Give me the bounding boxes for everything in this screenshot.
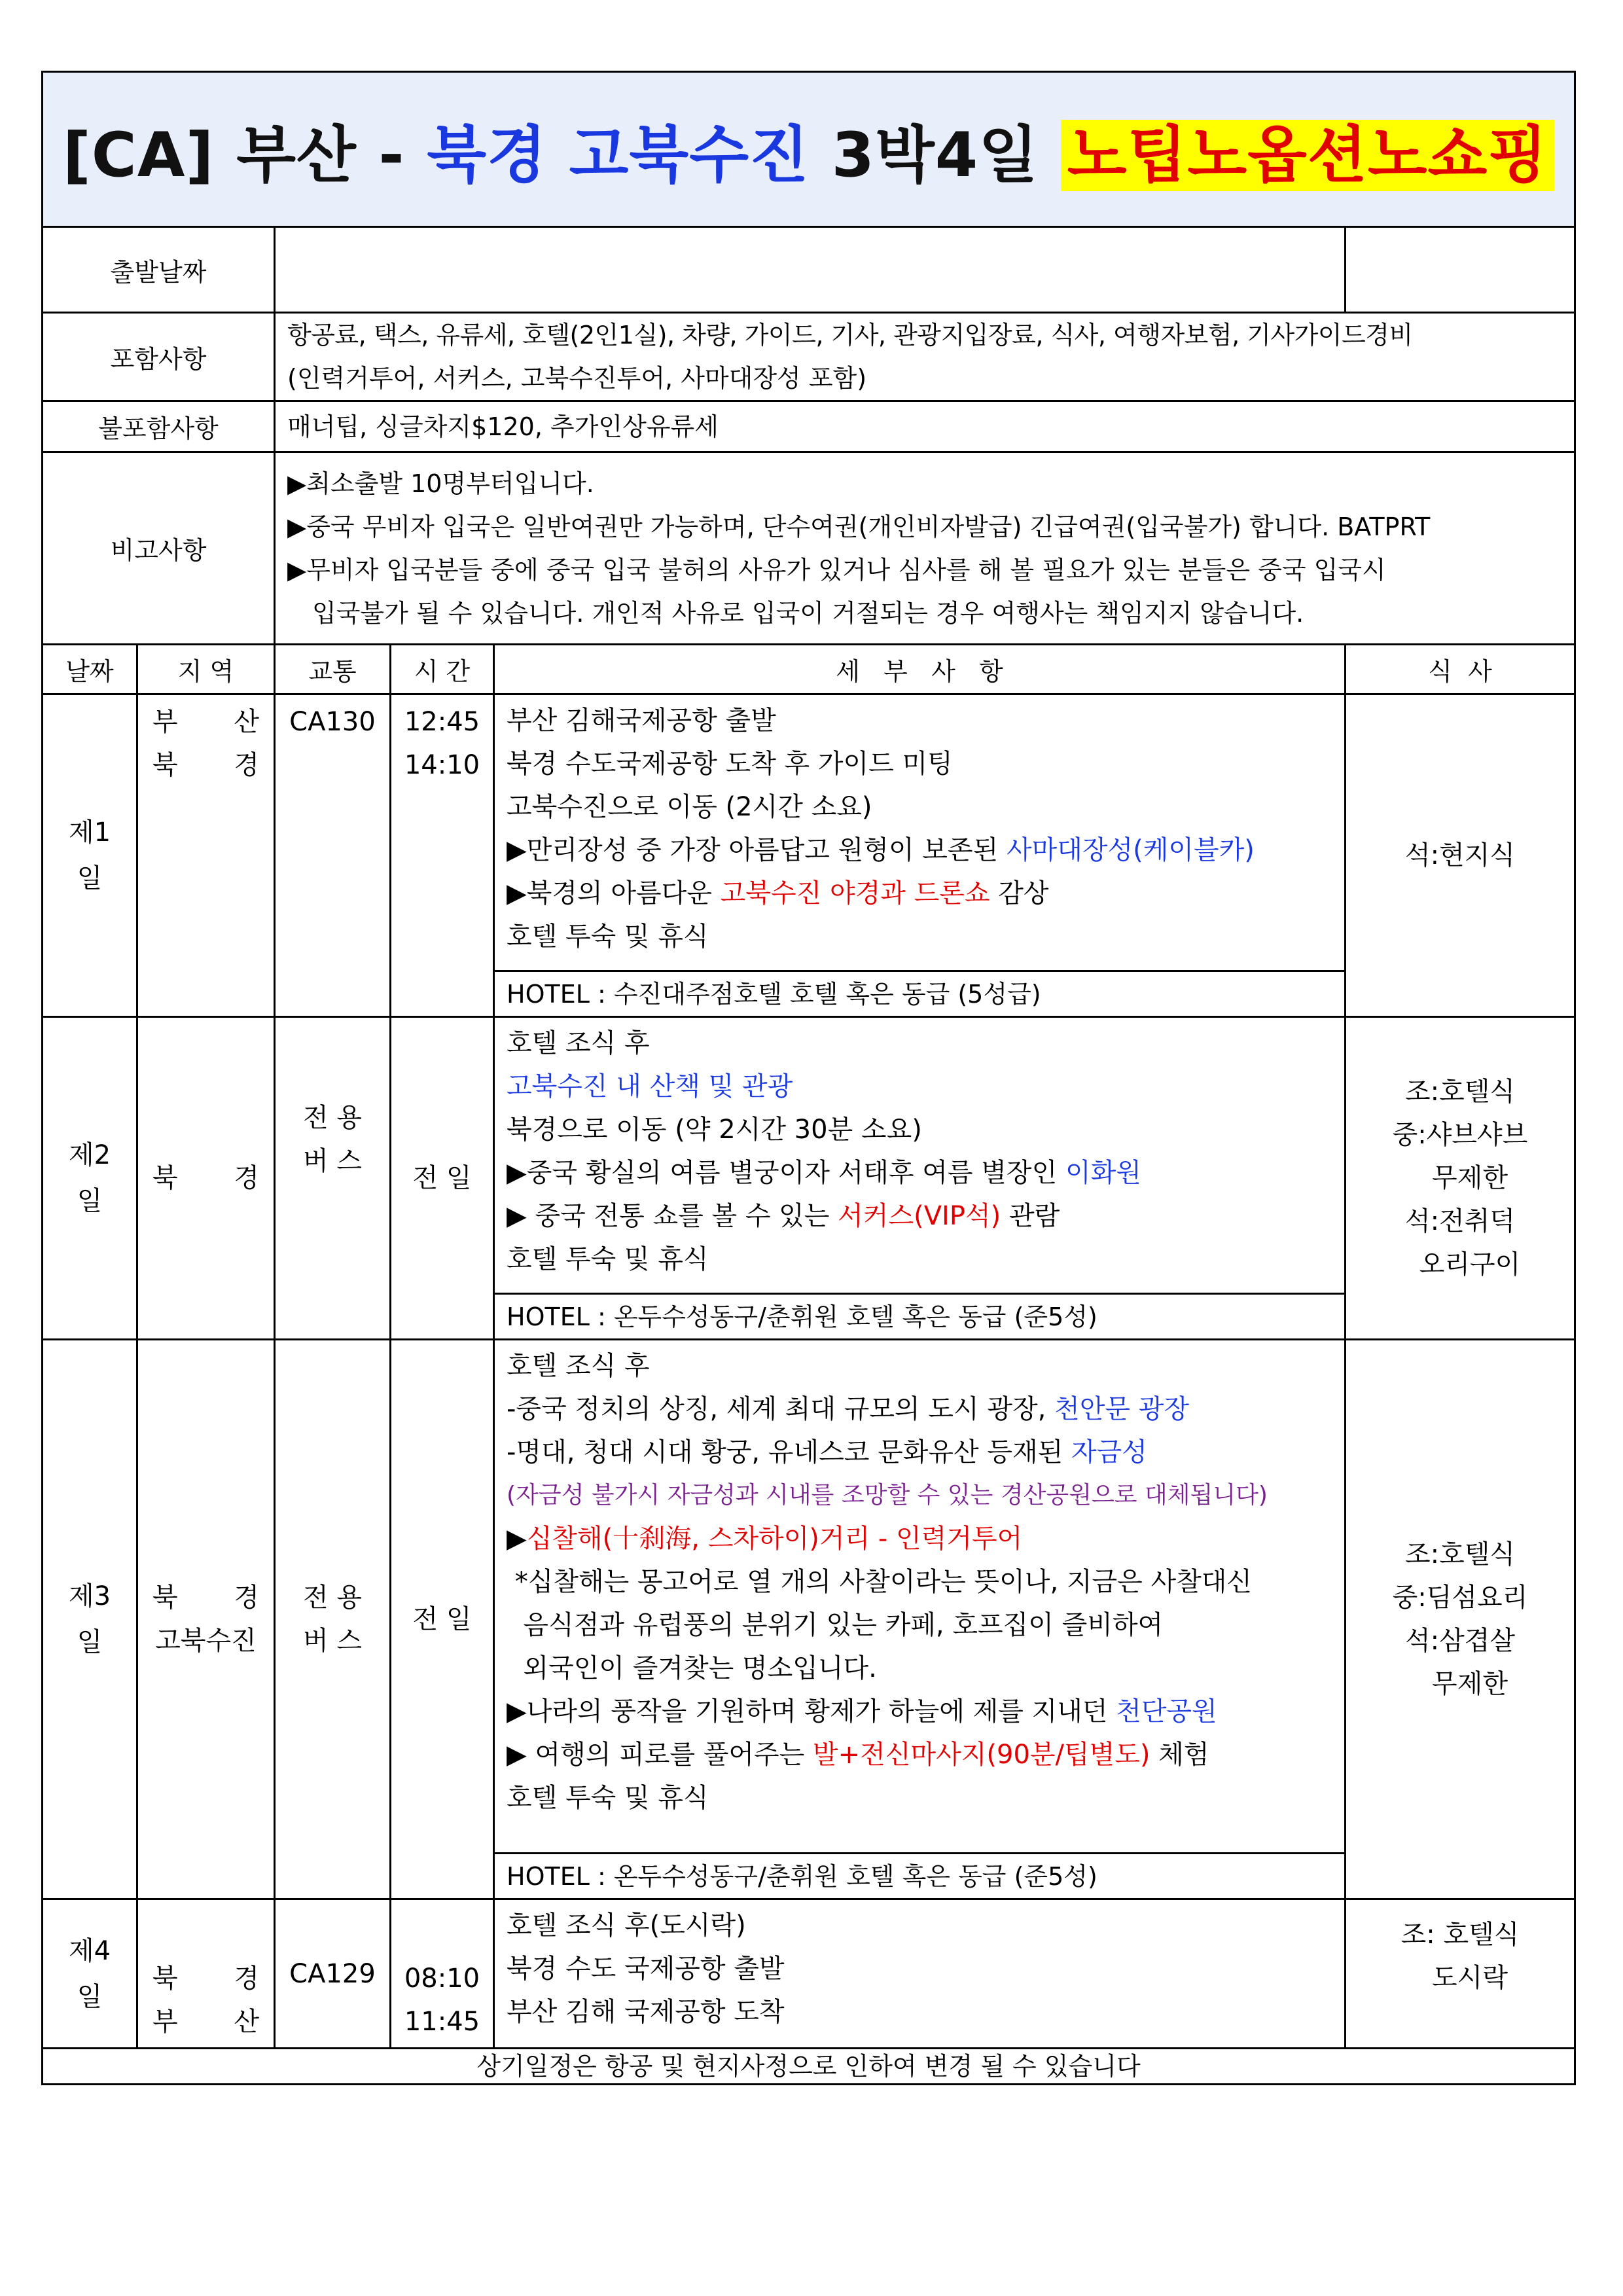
day2-row: [43, 1017, 1575, 1294]
day1-row: [43, 694, 1575, 971]
header-date: 날짜: [43, 645, 137, 694]
region-char: 북: [152, 1583, 178, 1613]
day3-hotel: HOTEL : 온두수성동구/춘휘원 호텔 혹은 동급 (준5성): [494, 1854, 1346, 1899]
time-value: 11:45: [404, 2007, 480, 2037]
note-item: ▶중국 무비자 입국은 일반여권만 가능하며, 단수여권(개인비자발급) 긴급여권(입국불가) 합니다. BATPRT: [287, 512, 1431, 541]
itinerary-table: [41, 71, 1576, 2085]
detail-line: 북경 수도국제공항 도착 후 가이드 미팅: [507, 749, 953, 779]
meal-item: 조:호텔식: [1404, 1539, 1516, 1570]
title-duration: 3박4일: [809, 119, 1061, 191]
title-row: [43, 72, 1575, 227]
departure-row: [43, 227, 1575, 313]
detail-line: 호텔 조식 후(도시락): [507, 1910, 746, 1941]
day-number: 제1: [68, 817, 111, 848]
day-suffix: 일: [77, 863, 103, 893]
day2-hotel: HOTEL : 온두수성동구/춘휘원 호텔 혹은 동급 (준5성): [494, 1294, 1346, 1340]
attraction-circus: 서커스(VIP석): [838, 1201, 1001, 1231]
day-suffix: 일: [77, 1981, 103, 2012]
meal-item: 오리구이: [1419, 1249, 1521, 1280]
departure-value[interactable]: [275, 227, 1346, 313]
exclude-label: 불포함사항: [43, 401, 275, 452]
note-item: ▶무비자 입국분들 중에 중국 입국 불허의 사유가 있거나 심사를 해 볼 필요가 있는 분들은 중국 입국시: [287, 555, 1386, 584]
day-suffix: 일: [77, 1186, 103, 1216]
day1-transport: CA130: [275, 694, 391, 1017]
meal-item: 석:삼겹살: [1404, 1626, 1516, 1656]
include-row: [43, 313, 1575, 401]
detail-line: 부산 김해국제공항 출발: [507, 706, 776, 736]
day1-hotel: HOTEL : 수진대주점호텔 호텔 혹은 동급 (5성급): [494, 971, 1346, 1017]
detail-text: ▶중국 황실의 여름 별궁이자 서태후 여름 별장인: [507, 1158, 1065, 1188]
notes-text: [275, 452, 1575, 645]
include-line: (인력거투어, 서커스, 고북수진투어, 사마대장성 포함): [287, 364, 867, 393]
note-item: ▶최소출발 10명부터입니다.: [287, 469, 594, 498]
transport-text: 버 스: [303, 1146, 362, 1176]
day1-detail: [494, 694, 1346, 971]
day3-meal: [1346, 1340, 1575, 1899]
region-char: 경: [234, 1163, 259, 1193]
region-char: 산: [234, 2007, 259, 2037]
title-highlight: 노팁노옵션노쇼핑: [1061, 120, 1554, 191]
day2-time: 전 일: [391, 1017, 494, 1340]
day4-transport: CA129: [275, 1899, 391, 2049]
region-char: 북: [152, 1964, 178, 1994]
day4-region: [137, 1899, 275, 2049]
notes-row: [43, 452, 1575, 645]
day1-time: [391, 694, 494, 1017]
meal-item: 무제한: [1432, 1669, 1508, 1699]
detail-line: 고북수진 내 산책 및 관광: [507, 1071, 793, 1102]
day2-label: [43, 1017, 137, 1340]
detail-text: -명대, 청대 시대 황궁, 유네스코 문화유산 등재된: [507, 1437, 1072, 1467]
day2-region: [137, 1017, 275, 1340]
include-line: 항공료, 택스, 유류세, 호텔(2인1실), 차량, 가이드, 기사, 관광지입장료, 식사, 여행자보험, 기사가이드경비: [287, 321, 1413, 350]
header-detail: 세 부 사 항: [494, 645, 1346, 694]
detail-text: ▶나라의 풍작을 기원하며 황제가 하늘에 제를 지내던: [507, 1696, 1116, 1727]
departure-extra[interactable]: [1346, 227, 1575, 313]
header-transport: 교통: [275, 645, 391, 694]
detail-line: [507, 1733, 1332, 1776]
detail-line: (자금성 불가시 자금성과 시내를 조망할 수 있는 경산공원으로 대체됩니다): [507, 1482, 1268, 1509]
day4-time: [391, 1899, 494, 2049]
detail-line: [507, 1151, 1332, 1194]
region-char: 경: [234, 1583, 259, 1613]
detail-line: [507, 872, 1332, 915]
detail-line: 고북수진으로 이동 (2시간 소요): [507, 792, 872, 822]
title-destination: 북경 고북수진: [427, 119, 810, 191]
header-time: 시 간: [391, 645, 494, 694]
region-char: 부: [152, 2007, 178, 2037]
departure-label: 출발날짜: [43, 227, 275, 313]
header-region: 지 역: [137, 645, 275, 694]
meal-item: 무제한: [1432, 1163, 1508, 1193]
day1-label: [43, 694, 137, 1017]
detail-line: 북경으로 이동 (약 2시간 30분 소요): [507, 1115, 922, 1145]
footer-row: [43, 2049, 1575, 2085]
title-part1: [CA] 부산 -: [62, 119, 427, 191]
detail-line: 호텔 투숙 및 휴식: [507, 922, 709, 952]
transport-text: 전 용: [303, 1103, 362, 1133]
detail-line: 음식점과 유럽풍의 분위기 있는 카페, 호프집이 즐비하여: [507, 1610, 1164, 1640]
detail-text: 체험: [1150, 1740, 1209, 1770]
day4-detail: [494, 1899, 1346, 2049]
region-char: 경: [234, 750, 259, 780]
schedule-header-row: [43, 645, 1575, 694]
day2-detail: [494, 1017, 1346, 1294]
transport-text: 전 용: [303, 1583, 362, 1613]
day3-detail: [494, 1340, 1346, 1854]
page-title: [43, 72, 1575, 227]
day-suffix: 일: [77, 1627, 103, 1657]
detail-line: [507, 1517, 1332, 1560]
day3-time: 전 일: [391, 1340, 494, 1899]
detail-text: ▶: [507, 1524, 527, 1554]
region-char: 경: [234, 1964, 259, 1994]
detail-line: 부산 김해 국제공항 도착: [507, 1997, 785, 2027]
meal-item: 조: 호텔식: [1400, 1920, 1520, 1950]
detail-text: -중국 정치의 상징, 세계 최대 규모의 도시 광장,: [507, 1394, 1055, 1424]
time-value: 12:45: [404, 707, 480, 737]
detail-line: [507, 1690, 1332, 1733]
include-label: 포함사항: [43, 313, 275, 401]
meal-item: 조:호텔식: [1404, 1077, 1516, 1107]
detail-line: 호텔 조식 후: [507, 1028, 650, 1058]
region-char: 산: [234, 707, 259, 737]
day1-region: [137, 694, 275, 1017]
notes-label: 비고사항: [43, 452, 275, 645]
include-text: [275, 313, 1575, 401]
detail-text: ▶ 중국 전통 쇼를 볼 수 있는: [507, 1201, 838, 1231]
detail-text: ▶ 여행의 피로를 풀어주는: [507, 1740, 813, 1770]
region-name: 고북수진: [155, 1626, 257, 1656]
day-number: 제4: [68, 1935, 111, 1966]
exclude-row: [43, 401, 1575, 452]
attraction-shichahai: 십찰해(十刹海, 스차하이)거리 - 인력거투어: [526, 1524, 1023, 1554]
detail-line: 호텔 투숙 및 휴식: [507, 1244, 709, 1274]
header-meal: 식 사: [1346, 645, 1575, 694]
detail-line: 북경 수도 국제공항 출발: [507, 1954, 785, 1984]
itinerary-sheet: [41, 71, 1574, 2085]
detail-line: 호텔 투숙 및 휴식: [507, 1783, 709, 1813]
detail-line: *십찰해는 몽고어로 열 개의 사찰이라는 뜻이나, 지금은 사찰대신: [507, 1567, 1253, 1597]
detail-line: [507, 1431, 1332, 1474]
time-value: 14:10: [404, 750, 480, 780]
massage-option: 발+전신마사지(90분/팁별도): [813, 1740, 1150, 1770]
attraction-temple-of-heaven: 천단공원: [1116, 1696, 1217, 1727]
day-number: 제3: [68, 1581, 111, 1611]
day1-meal: [1346, 694, 1575, 1017]
detail-text: ▶북경의 아름다운: [507, 878, 721, 908]
detail-text: ▶만리장성 중 가장 아름답고 원형이 보존된: [507, 835, 1007, 865]
detail-text: 관람: [1001, 1201, 1060, 1231]
time-value: 08:10: [404, 1964, 480, 1994]
detail-line: [507, 829, 1332, 872]
attraction-samatai: 사마대장성(케이블카): [1006, 835, 1255, 865]
meal-item: 중:샤브샤브: [1392, 1120, 1528, 1150]
day4-label: [43, 1899, 137, 2049]
footer-note: 상기일정은 항공 및 현지사정으로 인하여 변경 될 수 있습니다: [43, 2049, 1575, 2085]
day4-meal: [1346, 1899, 1575, 2049]
attraction-tiananmen: 천안문 광장: [1054, 1394, 1190, 1424]
attraction-summer-palace: 이화원: [1065, 1158, 1141, 1188]
region-char: 북: [152, 1163, 178, 1193]
day4-row: [43, 1899, 1575, 2049]
meal-item: 석:전취덕: [1404, 1206, 1516, 1236]
detail-line: [507, 1388, 1332, 1431]
attraction-night-view: 고북수진 야경과 드론쇼: [720, 878, 990, 908]
detail-line: 호텔 조식 후: [507, 1351, 650, 1381]
attraction-forbidden-city: 자금성: [1071, 1437, 1147, 1467]
meal-item: 석:현지식: [1404, 840, 1516, 870]
day2-transport: [275, 1017, 391, 1340]
detail-text: 감상: [990, 878, 1049, 908]
detail-line: 외국인이 즐겨찾는 명소입니다.: [507, 1653, 877, 1683]
transport-text: 버 스: [303, 1626, 362, 1656]
day2-meal: [1346, 1017, 1575, 1340]
day3-row: [43, 1340, 1575, 1854]
exclude-text: 매너팁, 싱글차지$120, 추가인상유류세: [275, 401, 1575, 452]
day3-transport: [275, 1340, 391, 1899]
region-char: 북: [152, 750, 178, 780]
meal-item: 도시락: [1432, 1963, 1508, 1993]
day3-region: [137, 1340, 275, 1899]
note-item: 입국불가 될 수 있습니다. 개인적 사유로 입국이 거절되는 경우 여행사는 책임지지 않습니다.: [312, 598, 1304, 628]
region-char: 부: [152, 707, 178, 737]
meal-item: 중:딤섬요리: [1392, 1583, 1528, 1613]
day-number: 제2: [68, 1140, 111, 1170]
detail-line: [507, 1194, 1332, 1238]
day3-label: [43, 1340, 137, 1899]
